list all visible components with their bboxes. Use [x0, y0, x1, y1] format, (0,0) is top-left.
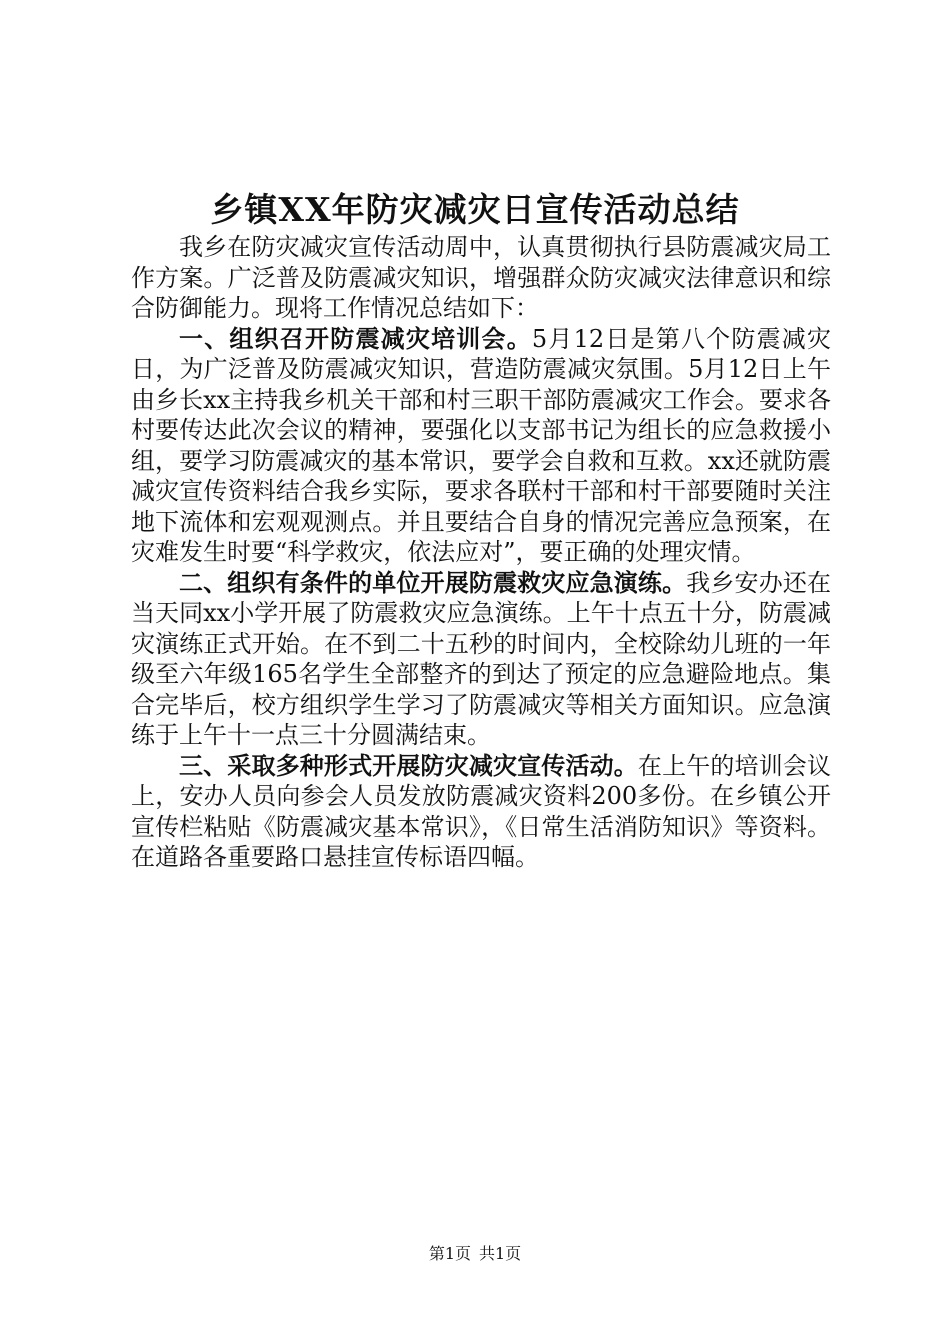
section-heading-1: 一、组织召开防震减灾培训会。 — [179, 323, 532, 353]
page-number: 第1页 — [428, 1244, 471, 1263]
document-body — [131, 232, 831, 873]
section-paragraph-1 — [131, 324, 831, 568]
section-paragraph-3 — [131, 751, 831, 873]
section-body-3: 在上午的培训会议上，安办人员向参会人员发放防震减灾资料200多份。在乡镇公开宣传栏粘贴《防震减灾基本常识》，《日常生活消防知识》等资料。在道路各重要路口悬挂宣传标语四幅。 — [131, 751, 831, 871]
section-paragraph-2 — [131, 568, 831, 751]
section-heading-3: 三、采取多种形式开展防灾减灾宣传活动。 — [179, 750, 638, 780]
intro-paragraph: 我乡在防灾减灾宣传活动周中，认真贯彻执行县防震减灾局工作方案。广泛普及防震减灾知识，增强群众防灾减灾法律意识和综合防御能力。现将工作情况总结如下： — [131, 233, 831, 322]
document-title: 乡镇XX年防灾减灾日宣传活动总结 — [210, 190, 740, 229]
page-total: 共1页 — [479, 1244, 522, 1263]
section-body-1: 5月12日是第八个防震减灾日，为广泛普及防震减灾知识，营造防震减灾氛围。5月12日上午由乡长xx主持我乡机关干部和村三职干部防震减灾工作会。要求各村要传达此次会议的精神，要强化以支部书记为组长的应急救援小组，要学习防震减灾的基本常识，要学会自救和互救。xx还就防震减灾宣传资料结合我乡实际，要求各联村干部和村干部要随时关注地下流体和宏观观测点。并且要结合自身的情况完善应急预案，在灾难发生时要“科学救灾，依法应对”，要正确的处理灾情。 — [131, 324, 831, 566]
section-body-2: 我乡安办还在当天同xx小学开展了防震救灾应急演练。上午十点五十分，防震减灾演练正式开始。在不到二十五秒的时间内，全校除幼儿班的一年级至六年级165名学生全部整齐的到达了预定的应急避险地点。集合完毕后，校方组织学生学习了防震减灾等相关方面知识。应急演练于上午十一点三十分圆满结束。 — [131, 568, 832, 749]
section-heading-2: 二、组织有条件的单位开展防震救灾应急演练。 — [179, 567, 687, 597]
page-footer — [0, 1242, 950, 1266]
